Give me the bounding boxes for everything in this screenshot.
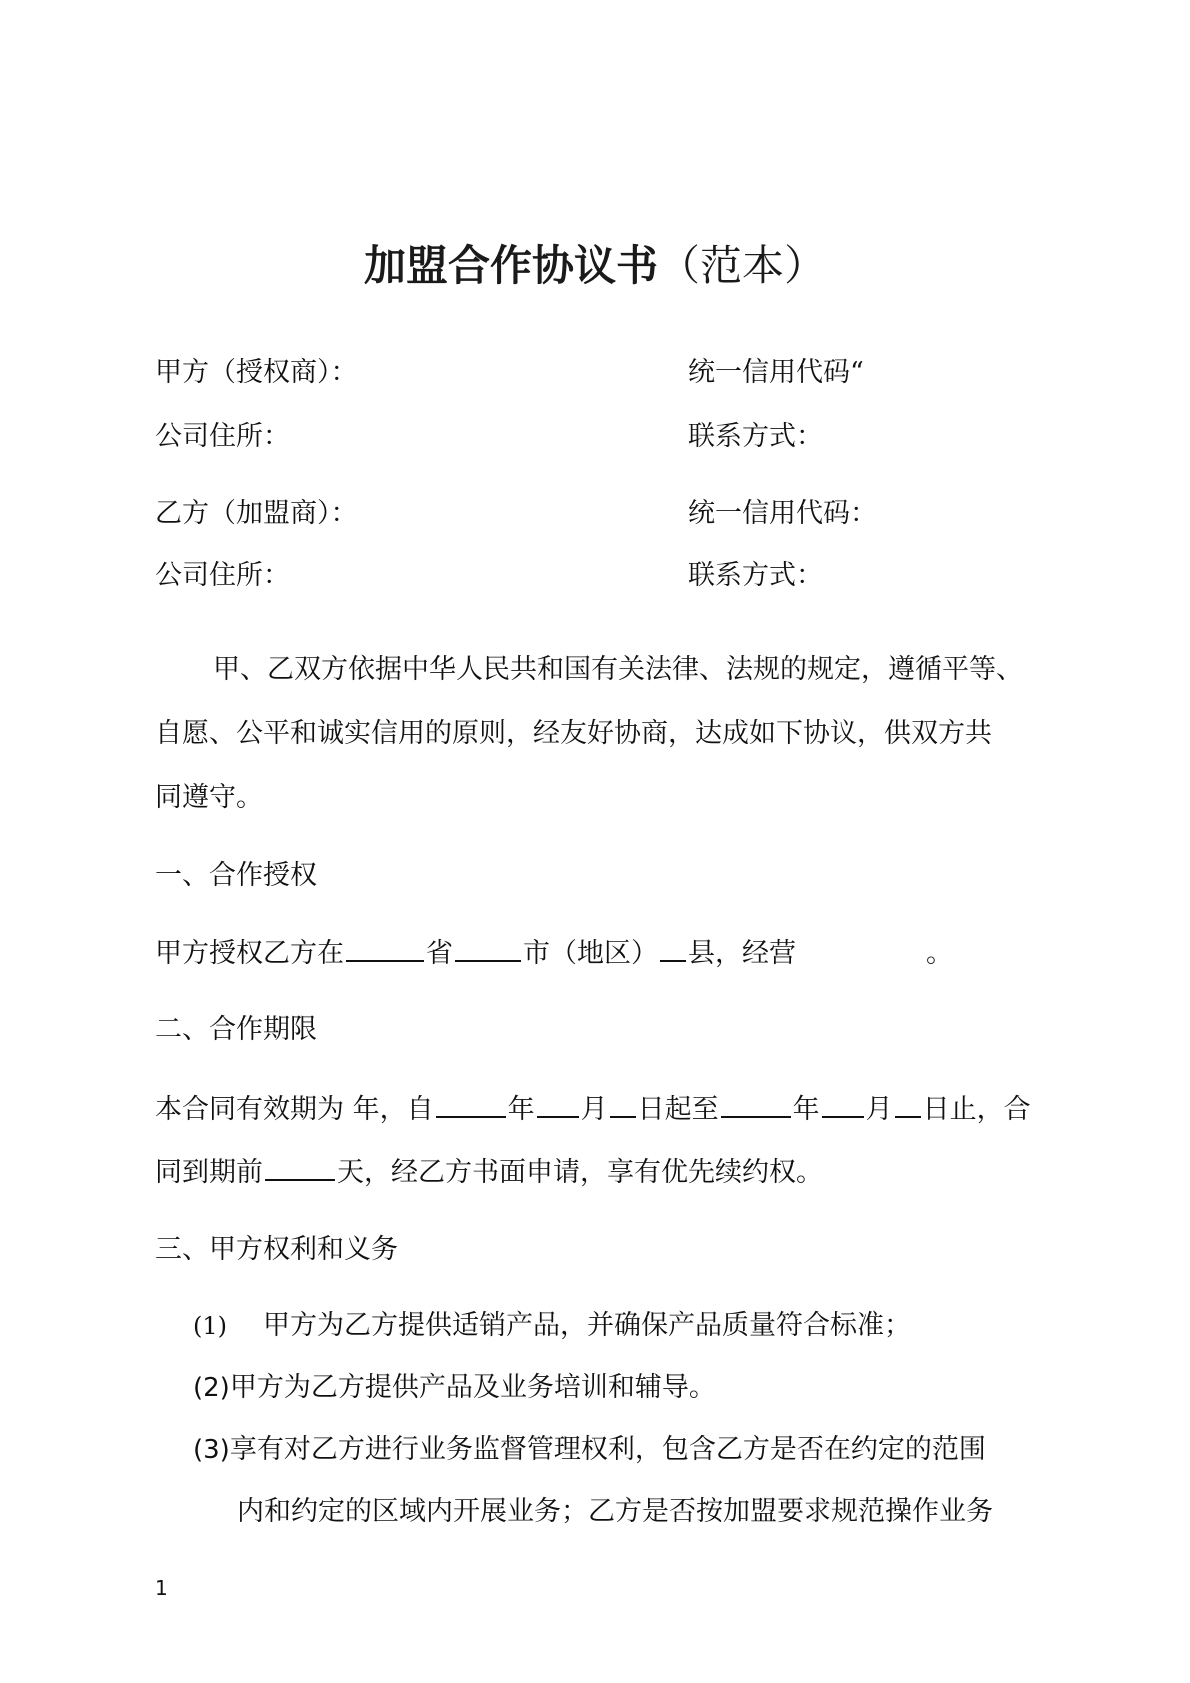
section-3-item-3-continued: 内和约定的区域内开展业务；乙方是否按加盟要求规范操作业务 <box>237 1496 993 1527</box>
section-1-text-3: 市（地区） <box>523 938 658 969</box>
preamble-line-2: 自愿、公平和诚实信用的原则，经友好协商，达成如下协议，供双方共 <box>155 718 992 749</box>
term-text-4: 日起至 <box>637 1094 719 1125</box>
section-1-heading: 一、合作授权 <box>155 860 317 891</box>
renewal-text-2: 天，经乙方书面申请，享有优先续约权。 <box>337 1157 823 1188</box>
item-1-number: (1) <box>193 1312 227 1340</box>
province-blank <box>346 934 424 962</box>
page-number: 1 <box>155 1576 168 1600</box>
title-main: 加盟合作协议书 <box>363 241 658 290</box>
term-text-5: 年 <box>792 1094 820 1125</box>
term-text-6: 月 <box>865 1094 893 1125</box>
section-1-text-4: 县，经营 <box>688 938 796 969</box>
term-text-7: 日止，合 <box>922 1094 1031 1125</box>
party-b-address: 公司住所： <box>155 560 290 591</box>
party-b-credit-code: 统一信用代码： <box>688 498 877 529</box>
end-day-blank <box>895 1090 921 1118</box>
term-text-2: 年 <box>507 1094 535 1125</box>
item-2-number: (2) <box>193 1373 230 1403</box>
county-blank <box>660 934 686 962</box>
party-a-label: 甲方（授权商）： <box>155 357 358 388</box>
start-year-blank <box>436 1090 506 1118</box>
section-1-text-2: 省 <box>426 938 453 969</box>
section-3-item-2 <box>193 1370 1093 1406</box>
start-month-blank <box>537 1090 579 1118</box>
document-title <box>0 238 1190 294</box>
preamble-line-1: 甲、乙双方依据中华人民共和国有关法律、法规的规定，遵循平等、 <box>213 654 1023 685</box>
section-3-item-3 <box>193 1432 1093 1468</box>
renewal-text-1: 同到期前 <box>155 1157 263 1188</box>
title-sub: （范本） <box>658 241 827 290</box>
section-3-heading: 三、甲方权利和义务 <box>155 1234 398 1265</box>
item-3-text: 享有对乙方进行业务监督管理权利，包含乙方是否在约定的范围 <box>229 1434 986 1465</box>
item-3-number: (3) <box>193 1435 230 1465</box>
term-text-1: 本合同有效期为 年，自 <box>155 1094 434 1125</box>
section-2-heading: 二、合作期限 <box>155 1014 317 1045</box>
section-2-line-1 <box>155 1090 1055 1128</box>
party-a-address: 公司住所： <box>155 421 290 452</box>
days-blank <box>265 1153 335 1181</box>
section-1-text-1: 甲方授权乙方在 <box>155 938 344 969</box>
section-2-line-2 <box>155 1153 1055 1191</box>
preamble-line-3: 同遵守。 <box>155 782 263 813</box>
start-day-blank <box>610 1090 636 1118</box>
end-year-blank <box>721 1090 791 1118</box>
section-1-text-5: 。 <box>926 938 953 969</box>
party-a-credit-code: 统一信用代码“ <box>688 357 864 388</box>
party-b-contact: 联系方式： <box>688 560 823 591</box>
party-a-contact: 联系方式： <box>688 421 823 452</box>
party-b-label: 乙方（加盟商）： <box>155 498 358 529</box>
city-blank <box>455 934 521 962</box>
section-3-item-1 <box>193 1308 1093 1344</box>
item-2-text: 甲方为乙方提供产品及业务培训和辅导。 <box>229 1372 716 1403</box>
term-text-3: 月 <box>580 1094 608 1125</box>
end-month-blank <box>822 1090 864 1118</box>
item-1-text: 甲方为乙方提供适销产品，并确保产品质量符合标准； <box>263 1310 911 1341</box>
section-1-body <box>155 934 1055 972</box>
